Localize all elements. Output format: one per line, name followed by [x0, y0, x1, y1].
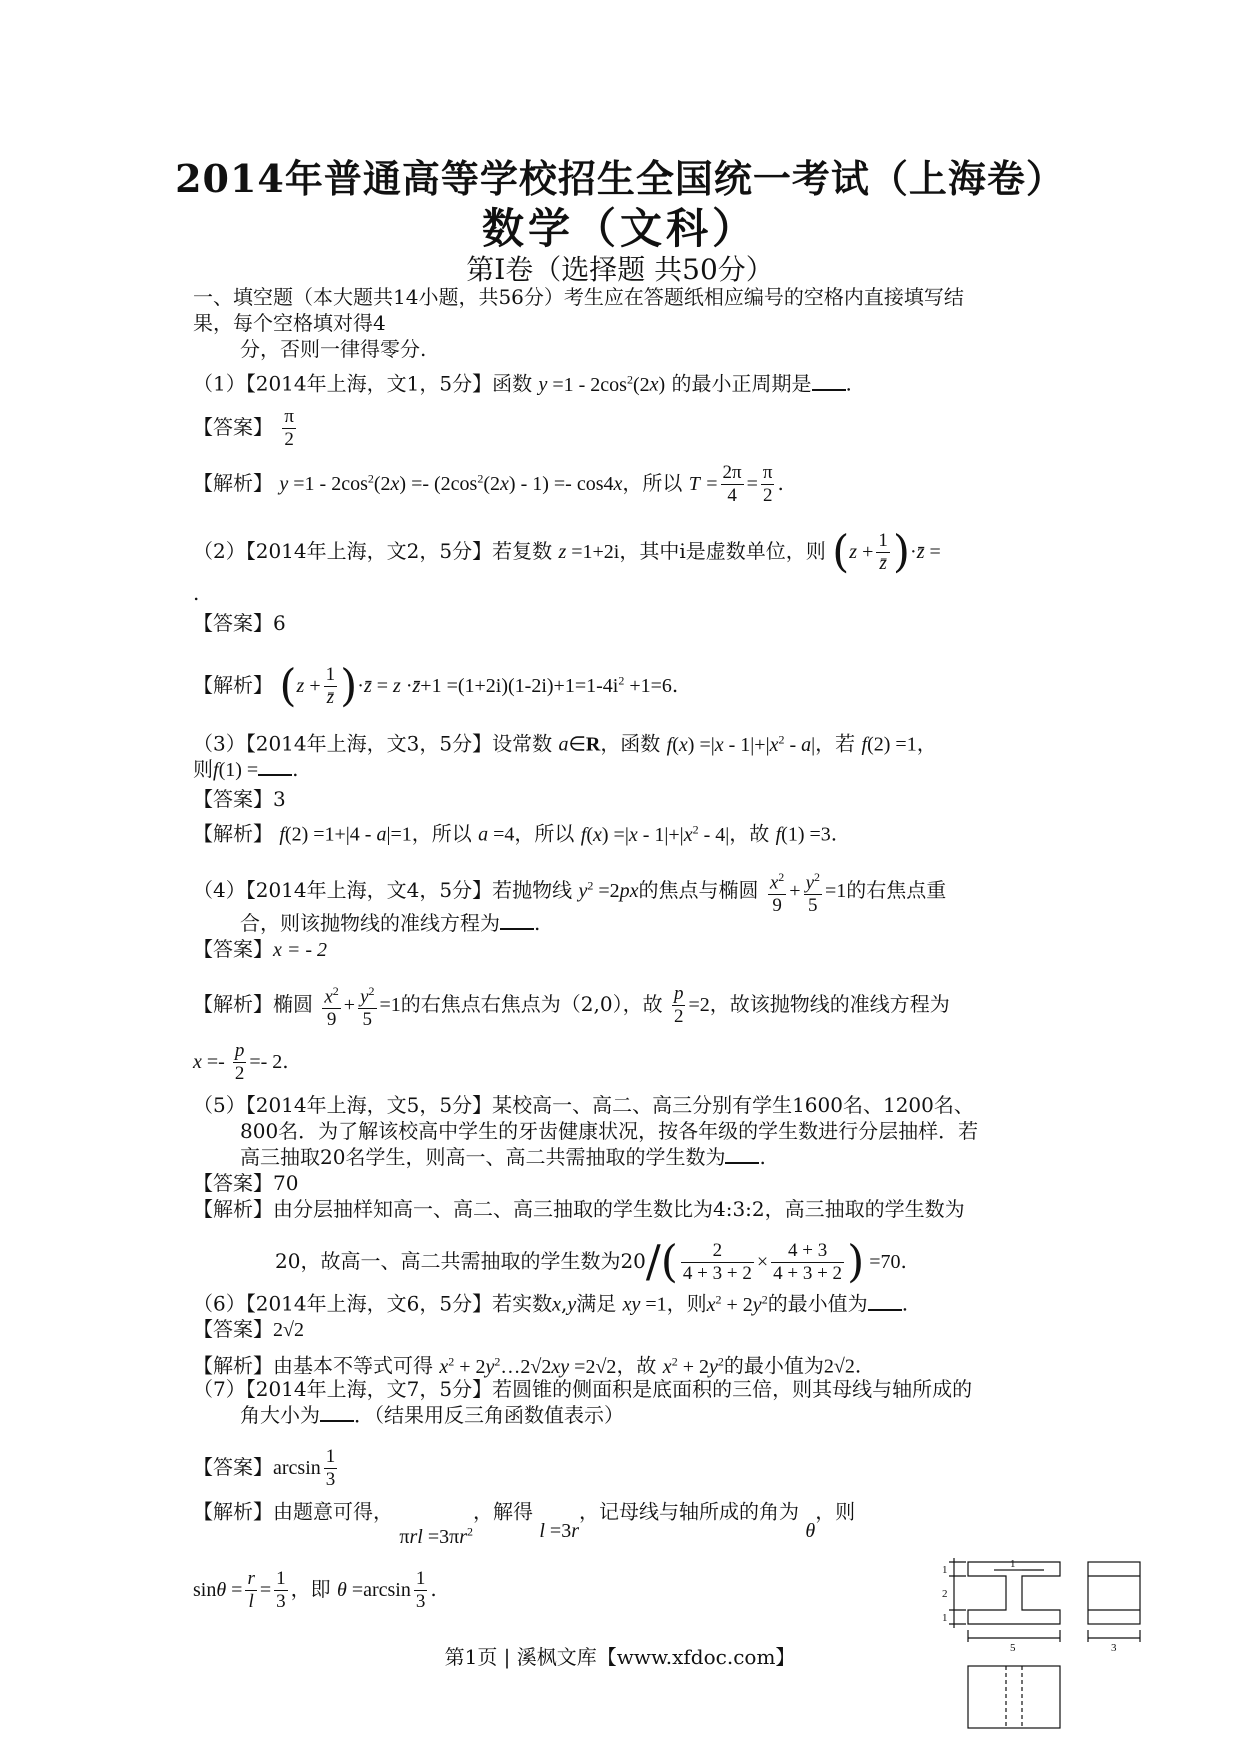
page-footer: 第1页 | 溪枫文库【www.xfdoc.com】 — [444, 1645, 796, 1669]
q4-prefix: （4）【2014年上海，文4，5分】若抛物线 — [193, 878, 573, 903]
q5-answer — [193, 1170, 1073, 1196]
q3-prefix: （3）【2014年上海，文3，5分】设常数 — [193, 731, 553, 756]
q7-line2: 角大小为 — [240, 1403, 320, 1427]
answer-label: 【答案】 — [193, 611, 273, 635]
dim-label: 1 — [1010, 1558, 1016, 1570]
q5-analysis-line1: 由分层抽样知高一、高二、高三抽取的学生数比为4:3:2，高三抽取的学生数为 — [273, 1197, 965, 1221]
answer-label: 【答案】 — [193, 415, 273, 439]
q1-answer-value: $\frac{\pi}{2}$ — [284, 406, 294, 450]
question-7-line2 — [240, 1402, 1120, 1428]
q7-analysis-prefix: 由题意可得， — [273, 1499, 393, 1524]
q4-mid: 的焦点与椭圆 — [638, 878, 759, 903]
q3-answer-value: 3 — [273, 787, 286, 811]
analysis-label: 【解析】 — [193, 1353, 273, 1378]
q3-analysis: 【解析】 f(2) =1+|4 - a|=1，所以 a =4，所以 $f(x) =|x - 1|+|x^2 - 4|$，故 f(1) =3. — [193, 821, 838, 846]
exam-title: 2014年普通高等学校招生全国统一考试（上海卷） — [175, 156, 1065, 201]
answer-blank — [320, 1402, 354, 1422]
front-view-outline — [968, 1562, 1060, 1624]
subject-title: 数学（文科） — [481, 204, 758, 253]
section-intro-2: 果，每个空格填对得4 — [193, 311, 386, 335]
question-7-line1: （7）【2014年上海，文7，5分】若圆锥的侧面积是底面积的三倍，则其母线与轴所成的 — [193, 1377, 973, 1401]
q6-mid: 满足 — [576, 1291, 617, 1316]
q7-line2-suffix: ．（结果用反三角函数值表示） — [354, 1403, 624, 1427]
top-view-outline — [968, 1666, 1060, 1728]
q4-analysis-mid: 的右焦点右焦点为（2,0），故 — [400, 992, 663, 1017]
analysis-label: 【解析】 — [193, 821, 273, 846]
q4-analysis-prefix: 椭圆 — [273, 992, 313, 1017]
q3-answer — [193, 786, 1073, 812]
q3-analysis-1: ，所以 — [411, 821, 472, 846]
answer-label: 【答案】 — [193, 1171, 273, 1195]
q7-analysis-2: sinθ = $\frac{r}{l}$ = $\frac{1}{3}$ ，即 θ =arcsin $\frac{1}{3}$ . — [193, 1568, 437, 1612]
answer-blank — [725, 1144, 759, 1164]
q7-analysis-mid: ，解得 — [473, 1499, 533, 1524]
q2-mid: ，其中i是虚数单位，则 — [619, 539, 826, 563]
q7-answer-func: arcsin — [273, 1457, 321, 1479]
q5-analysis — [193, 1196, 1073, 1222]
q3-analysis-3: ，故 — [729, 821, 770, 846]
q4-answer-value: x = - 2 — [273, 939, 328, 961]
q6-prefix: （6）【2014年上海，文6，5分】若实数 — [193, 1291, 553, 1316]
q3-mid: ，函数 — [600, 731, 661, 756]
section-intro-1: 一、填空题（本大题共14小题，共56分）考生应在答题纸相应编号的空格内直接填写结 — [193, 285, 964, 309]
q4-analysis: 【解析】椭圆 $\frac{x^2}{9}$ + $\frac{y^2}{5}$ =1的右焦点右焦点为（2,0），故 $\frac{p}{2}$ =2，故该抛物线的准线方程为 — [193, 980, 1073, 1031]
q5-analysis-2: 20，故高一、高二共需抽取的学生数为20/( $\frac{2}{4 + 3 + 2}$ × $\frac{4 + 3}{4 + 3 + 2}$ ) =70. — [275, 1236, 907, 1288]
q4-analysis-suffix: ，故该抛物线的准线方程为 — [709, 992, 950, 1017]
analysis-label: 【解析】 — [193, 673, 273, 697]
q6-analysis-prefix: 由基本不等式可得 — [273, 1353, 433, 1378]
q1-suffix: 的最小正周期是 — [671, 371, 812, 396]
analysis-label: 【解析】 — [193, 1499, 273, 1524]
question-3-line2: 则f(1) = . — [193, 757, 299, 781]
dim-label: 2 — [942, 1588, 948, 1600]
answer-label: 【答案】 — [193, 1317, 273, 1341]
answer-label: 【答案】 — [193, 1455, 273, 1479]
analysis-label: 【解析】 — [193, 992, 273, 1017]
q4-line2: 合，则该抛物线的准线方程为 — [240, 911, 500, 935]
q3-line2-prefix: 则 — [193, 757, 213, 781]
q4-suffix: 的右焦点重 — [846, 878, 947, 903]
q7-analysis-suffix: ，则 — [815, 1499, 856, 1524]
q7-analysis: 【解析】由题意可得， $\pi rl =3\pi r^2$，解得 l =3r，记母线与轴所成的角为 θ，则 — [193, 1499, 856, 1548]
question-6: （6）【2014年上海，文6，5分】若实数x,y满足 xy =1，则$x^2 + 2y^2$的最小值为 . — [193, 1291, 909, 1316]
answer-blank — [868, 1291, 902, 1311]
dim-label: 1 — [942, 1612, 948, 1624]
answer-blank — [258, 756, 292, 776]
side-view-outline — [1088, 1562, 1140, 1624]
answer-label: 【答案】 — [193, 787, 273, 811]
question-4: （4）【2014年上海，文4，5分】若抛物线 $y^2 =2px$的焦点与椭圆 $\frac{x^2}{9}$ + $\frac{y^2}{5}$ =1的右焦点重 — [193, 866, 1073, 917]
q6-analysis: 【解析】由基本不等式可得 $x^2$ + $2y^2\dots 2√2xy =2√2$，故 $x^2 + 2y^2$的最小值为2√2. — [193, 1353, 862, 1378]
q6-answer-value: 2√2 — [273, 1319, 304, 1341]
question-1: （1）【2014年上海，文1，5分】函数 $y =1 - 2\cos^2(2x)$ 的最小正周期是 . — [193, 371, 852, 396]
q1-formula: y — [538, 373, 548, 396]
q6-answer — [193, 1316, 1073, 1343]
volume-title: 第Ⅰ卷（选择题 共50分） — [466, 253, 774, 286]
q5-line3: 高三抽取20名学生，则高一、高二共需抽取的学生数为 — [240, 1145, 726, 1169]
q1-analysis: 【解析】 $y =1 - 2\cos^2(2x) =- (2\cos^2(2x) - 1) =- \cos 4x$，所以 T = $\frac{2\pi}{4}$ = $\frac{\pi}{2}$ . — [193, 462, 784, 506]
q5-analysis-line2: 20，故高一、高二共需抽取的学生数为20 — [275, 1249, 646, 1273]
q3-mid2: ，若 — [815, 731, 856, 756]
q7-answer: 【答案】arcsin $\frac{1}{3}$ — [193, 1446, 336, 1490]
q6-suffix: 的最小值为 — [767, 1291, 868, 1316]
q2-dot: . — [193, 581, 200, 605]
q4-answer — [193, 936, 1073, 963]
q6-analysis-mid: ，故 — [616, 1353, 657, 1378]
q5-answer-value: 70 — [273, 1171, 299, 1195]
q2-prefix: （2）【2014年上海，文2，5分】若复数 — [193, 539, 553, 563]
dim-label: 3 — [1111, 1642, 1117, 1654]
question-5-line3: 高三抽取20名学生，则高一、高二共需抽取的学生数为 . — [240, 1145, 766, 1169]
q7-analysis-mid2: ，记母线与轴所成的角为 — [579, 1499, 799, 1524]
q7-analysis2-mid: ，即 — [290, 1577, 331, 1601]
q6-analysis-suffix: 的最小值为 — [723, 1353, 824, 1378]
analysis-label: 【解析】 — [193, 1197, 273, 1221]
dim-label: 5 — [1010, 1642, 1016, 1654]
question-3: （3）【2014年上海，文3，5分】设常数 a∈R，函数 $f(x) =|x - 1|+|x^2 - a|$，若 f(2) =1， — [193, 731, 937, 756]
q3-analysis-2: ，所以 — [514, 821, 575, 846]
q6-mid2: ，则 — [666, 1291, 707, 1316]
analysis-label: 【解析】 — [193, 471, 273, 495]
answer-blank — [812, 371, 846, 391]
dim-label: 1 — [942, 1564, 948, 1576]
q1-answer — [193, 406, 1073, 451]
q2-analysis: 【解析】 (z + $\frac{1}{z̄}$ )·z̄ = z ·z̄+1 $=(1+2i)(1-2i)+1=1-4i^2 +1=6$. — [193, 660, 679, 712]
section-intro-3: 分，否则一律得零分. — [240, 337, 427, 361]
question-2: （2）【2014年上海，文2，5分】若复数 z =1+2i，其中i是虚数单位，则 (z + $\frac{1}{z̄}$ )·z̄ = — [193, 526, 941, 578]
question-5-line2: 800名．为了解该校高中学生的牙齿健康状况，按各年级的学生数进行分层抽样．若 — [240, 1119, 979, 1143]
q2-answer — [193, 610, 1073, 636]
q2-answer-value: 6 — [273, 611, 286, 635]
answer-label: 【答案】 — [193, 937, 273, 961]
question-4-line2: 合，则该抛物线的准线方程为 . — [240, 911, 541, 935]
q4-analysis-2: x =- $\frac{p}{2}$ =- 2. — [193, 1040, 289, 1084]
q1-prefix: （1）【2014年上海，文1，5分】函数 — [193, 371, 533, 396]
question-5-line1: （5）【2014年上海，文5，5分】某校高一、高二、高三分别有学生1600名、1200名、 — [193, 1093, 974, 1117]
answer-blank — [500, 910, 534, 930]
